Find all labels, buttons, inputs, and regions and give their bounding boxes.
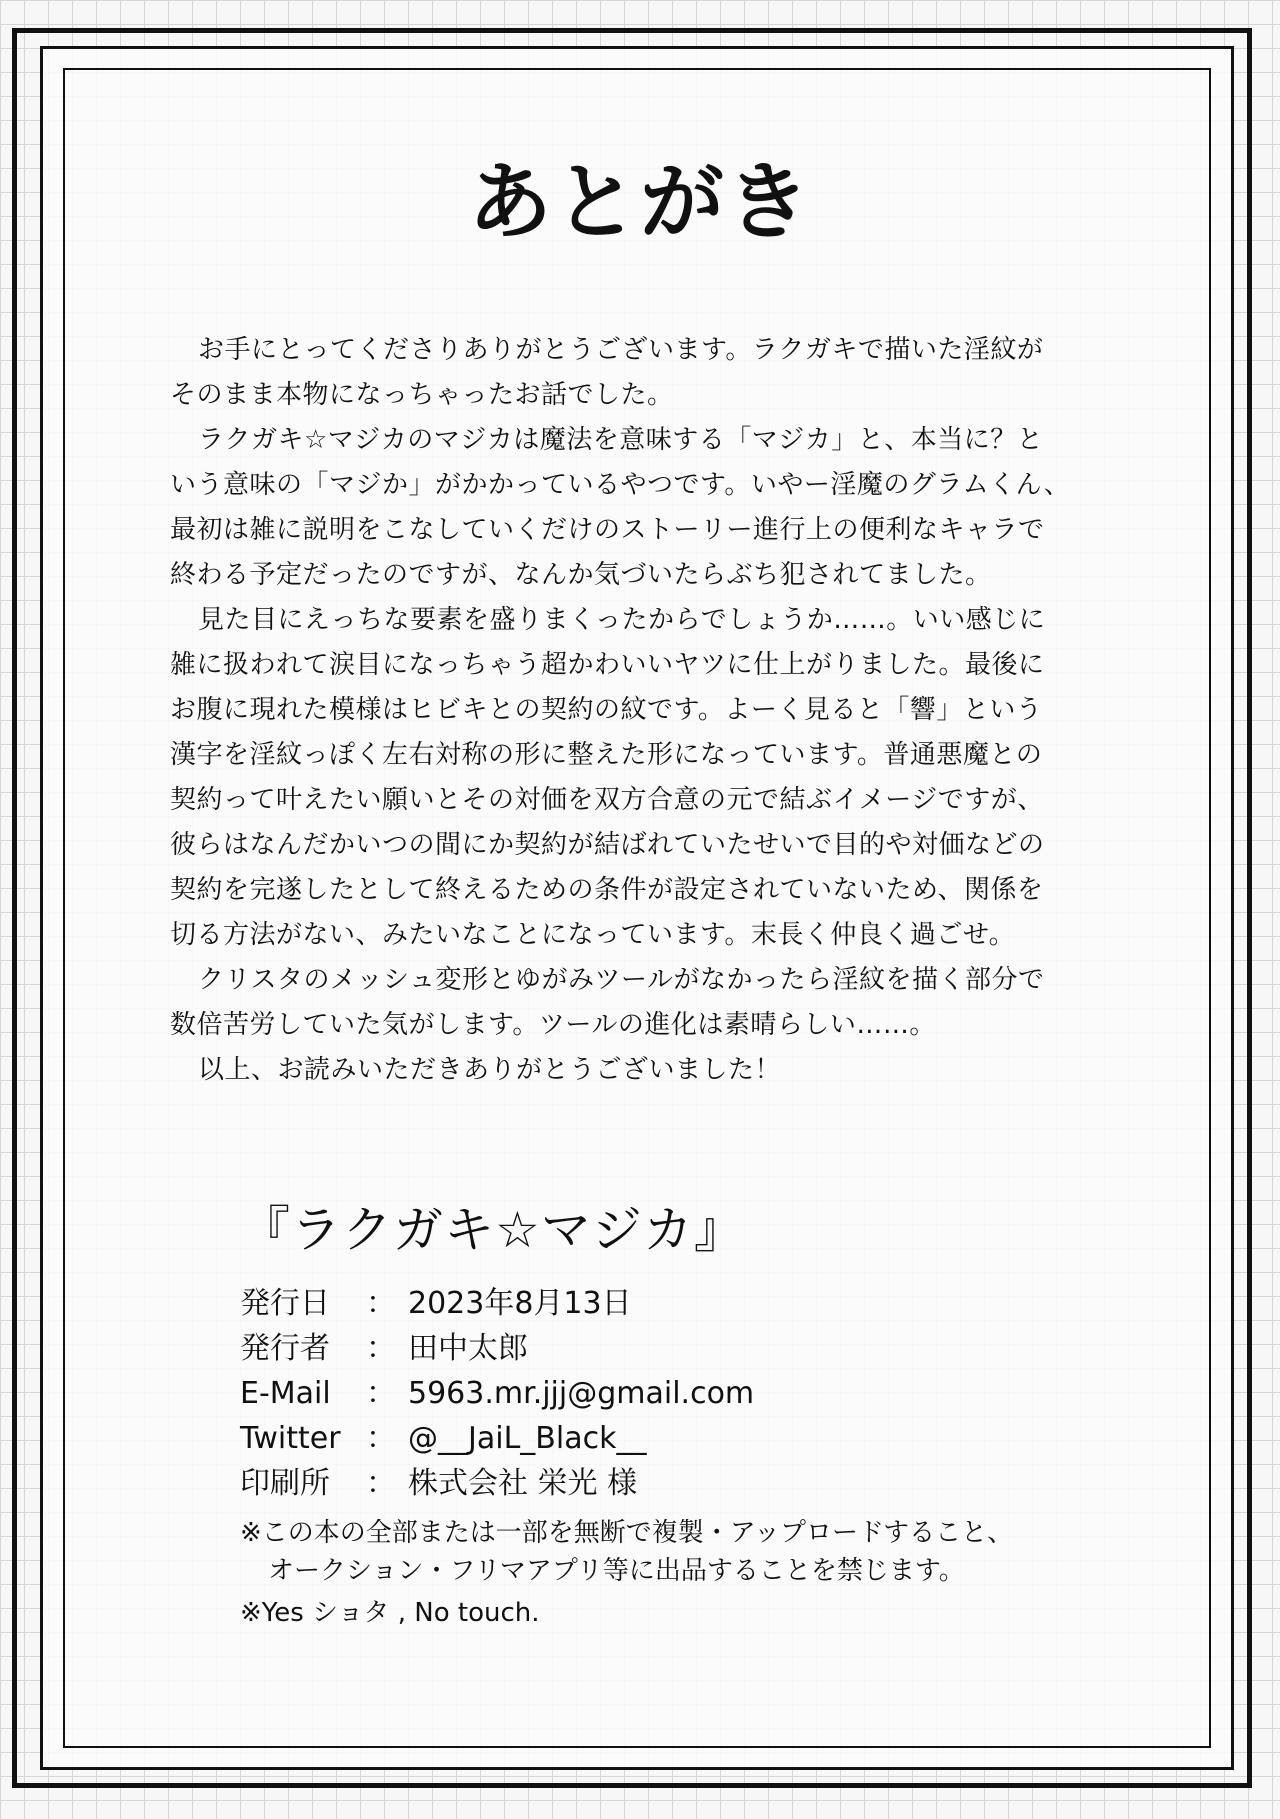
colophon-row-issue-date	[240, 1281, 1100, 1326]
afterword-line: 終わる予定だったのですが、なんか気づいたらぶち犯されてました。	[170, 560, 992, 590]
colophon-label: Twitter	[240, 1421, 341, 1456]
colophon-value: @__JaiL_Black__	[408, 1421, 647, 1456]
afterword-line: 最初は雑に説明をこなしていくだけのストーリー進行上の便利なキャラで	[170, 515, 1045, 545]
colophon-colon: ：	[366, 1286, 396, 1321]
copyright-notice	[240, 1514, 1100, 1632]
colophon	[240, 1201, 1100, 1632]
afterword-line: 彼らはなんだかいつの間にか契約が結ばれていたせいで目的や対価などの	[170, 830, 1045, 860]
colophon-label: E-Mail	[240, 1376, 331, 1411]
colophon-value: 株式会社 栄光 様	[408, 1466, 638, 1501]
notice-line: オークション・フリマアプリ等に出品することを禁じます。	[268, 1556, 965, 1586]
afterword-line: いう意味の「マジか」がかかっているやつです。いやー淫魔のグラムくん、	[170, 470, 1071, 500]
colophon-label: 発行日	[240, 1286, 330, 1321]
colophon-colon: ：	[366, 1421, 396, 1456]
colophon-colon: ：	[366, 1331, 396, 1366]
colophon-row-printer	[240, 1461, 1100, 1506]
book-title: 『ラクガキ☆マジカ』	[240, 1201, 745, 1259]
colophon-row-email	[240, 1371, 1100, 1416]
afterword-line: クリスタのメッシュ変形とゆがみツールがなかったら淫紋を描く部分で	[198, 965, 1045, 995]
notice-line: ※この本の全部または一部を無断で複製・アップロードすること、	[240, 1518, 1014, 1548]
afterword-line: 契約って叶えたい願いとその対価を双方合意の元で結ぶイメージですが、	[170, 785, 1044, 815]
afterword-line: 以上、お読みいただきありがとうございました！	[198, 1055, 782, 1085]
afterword-line: 契約を完遂したとして終えるための条件が設定されていないため、関係を	[170, 875, 1044, 905]
afterword-line: お腹に現れた模様はヒビキとの契約の紋です。よーく見ると「響」という	[170, 695, 1043, 725]
afterword-line: ラクガキ☆マジカのマジカは魔法を意味する「マジカ」と、本当に？と	[198, 425, 1044, 455]
afterword-line: 見た目にえっちな要素を盛りまくったからでしょうか……。いい感じに	[198, 605, 1046, 635]
afterword-text	[170, 328, 1110, 1093]
colophon-colon: ：	[366, 1466, 396, 1501]
afterword-line: 漢字を淫紋っぽく左右対称の形に整えた形になっています。普通悪魔との	[170, 740, 1043, 770]
afterword-line: 数倍苦労していた気がします。ツールの進化は素晴らしい……。	[170, 1010, 936, 1040]
colophon-value: 5963.mr.jjj@gmail.com	[408, 1376, 755, 1411]
colophon-colon: ：	[366, 1376, 396, 1411]
colophon-label: 印刷所	[240, 1466, 330, 1501]
page-title: あとがき	[467, 153, 812, 251]
colophon-value: 2023年8月13日	[408, 1286, 632, 1321]
afterword-line: お手にとってくださりありがとうございます。ラクガキで描いた淫紋が	[198, 335, 1044, 365]
colophon-label: 発行者	[240, 1331, 330, 1366]
colophon-row-twitter	[240, 1416, 1100, 1461]
colophon-value: 田中太郎	[408, 1331, 528, 1366]
afterword-line: 切る方法がない、みたいなことになっています。末長く仲良く過ごせ。	[170, 920, 1016, 950]
afterword-line: そのまま本物になっちゃったお話でした。	[170, 380, 674, 410]
colophon-row-publisher	[240, 1326, 1100, 1371]
notice-line: ※Yes ショタ , No touch.	[240, 1598, 540, 1628]
afterword-line: 雑に扱われて涙目になっちゃう超かわいいヤツに仕上がりました。最後に	[170, 650, 1045, 680]
